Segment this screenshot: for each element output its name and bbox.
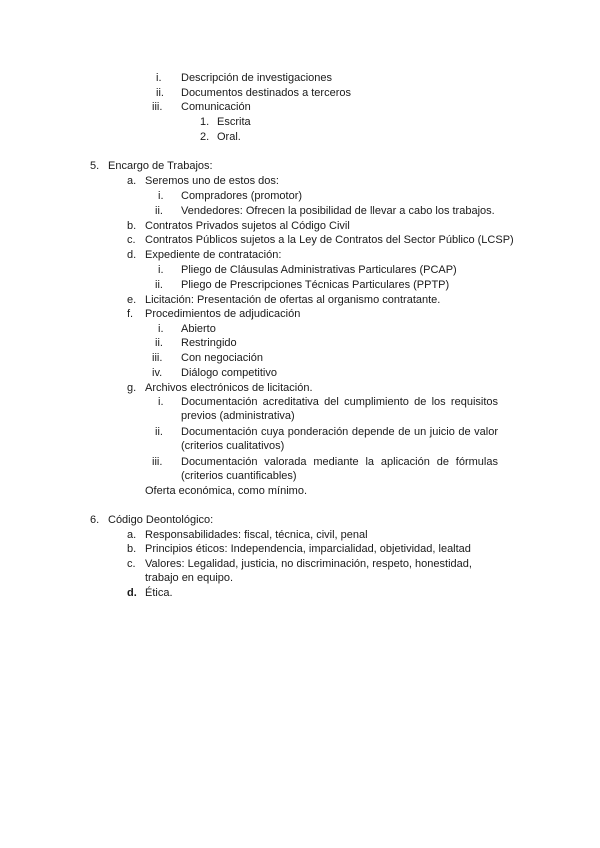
list-item: Valores: Legalidad, justicia, no discriminación, respeto, honestidad, trabajo en equipo.	[145, 558, 472, 584]
list-marker: ii.	[155, 279, 163, 291]
list-marker: ii.	[155, 205, 163, 217]
list-item: Con negociación	[181, 352, 263, 364]
list-marker: i.	[158, 264, 164, 276]
section-heading: Código Deontológico:	[108, 514, 214, 526]
list-item: Expediente de contratación:	[145, 249, 282, 261]
list-item: Documentación cuya ponderación depende de un juicio de valor (criterios cualitativos)	[181, 426, 498, 452]
list-item: Abierto	[181, 323, 216, 335]
list-marker: iv.	[152, 367, 163, 379]
section-number: 6.	[90, 514, 100, 526]
list-item: Ética.	[145, 587, 173, 599]
list-marker: i.	[156, 72, 162, 84]
note-text: Oferta económica, como mínimo.	[145, 485, 308, 497]
list-item: Documentos destinados a terceros	[181, 87, 351, 99]
list-item: Contratos Públicos sujetos a la Ley de Contratos del Sector Público (LCSP)	[145, 234, 514, 246]
list-marker: i.	[158, 323, 164, 335]
list-item: Procedimientos de adjudicación	[145, 308, 301, 320]
list-item: Contratos Privados sujetos al Código Civil	[145, 220, 350, 232]
list-item: Principios éticos: Independencia, imparcialidad, objetividad, lealtad	[145, 543, 471, 555]
list-item: Diálogo competitivo	[181, 367, 277, 379]
list-marker: ii.	[156, 87, 164, 99]
list-item: Pliego de Cláusulas Administrativas Particulares (PCAP)	[181, 264, 457, 276]
list-marker: c.	[127, 558, 136, 570]
list-item: Documentación valorada mediante la aplicación de fórmulas (criterios cuantificables)	[181, 456, 498, 482]
list-item: Descripción de investigaciones	[181, 72, 333, 84]
list-item: Compradores (promotor)	[181, 190, 303, 202]
list-item: Responsabilidades: fiscal, técnica, civil, penal	[145, 529, 368, 541]
list-marker: 2.	[200, 131, 210, 143]
list-item: Restringido	[181, 337, 237, 349]
list-item: Oral.	[217, 131, 241, 143]
list-marker: f.	[127, 308, 134, 320]
list-item: Escrita	[217, 116, 251, 128]
list-item: Pliego de Prescripciones Técnicas Particulares (PPTP)	[181, 279, 450, 291]
list-marker: ii.	[155, 426, 163, 438]
list-marker: iii.	[152, 456, 163, 468]
list-marker: iii.	[152, 101, 163, 113]
list-marker: i.	[158, 190, 164, 202]
list-marker: ii.	[155, 337, 163, 349]
list-marker: d.	[127, 249, 137, 261]
list-marker: a.	[127, 529, 137, 541]
list-marker: iii.	[152, 352, 163, 364]
list-item: Seremos uno de estos dos:	[145, 175, 279, 187]
list-marker: d.	[127, 587, 137, 599]
list-marker: b.	[127, 543, 137, 555]
list-item: Licitación: Presentación de ofertas al organismo contratante.	[145, 294, 441, 306]
section-number: 5.	[90, 160, 100, 172]
list-marker: i.	[158, 396, 164, 408]
list-item: Vendedores: Ofrecen la posibilidad de llevar a cabo los trabajos.	[181, 205, 495, 217]
list-item: Documentación acreditativa del cumplimiento de los requisitos previos (administrativa)	[181, 396, 498, 422]
section-heading: Encargo de Trabajos:	[108, 160, 213, 172]
list-marker: c.	[127, 234, 136, 246]
list-marker: b.	[127, 220, 137, 232]
list-item: Archivos electrónicos de licitación.	[145, 382, 313, 394]
list-item: Comunicación	[181, 101, 251, 113]
list-marker: e.	[127, 294, 137, 306]
list-marker: 1.	[200, 116, 210, 128]
list-marker: a.	[127, 175, 137, 187]
list-marker: g.	[127, 382, 137, 394]
